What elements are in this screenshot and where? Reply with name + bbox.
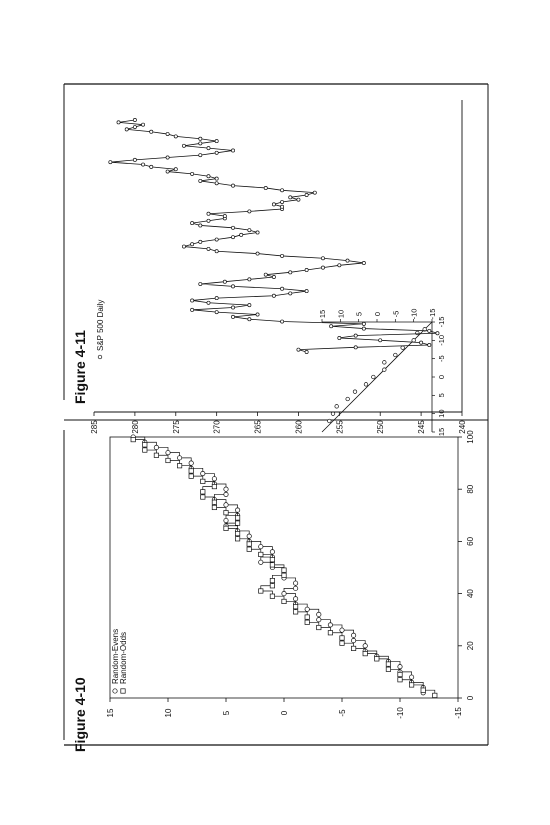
data-point bbox=[317, 625, 321, 629]
data-point bbox=[231, 315, 234, 318]
legend-label: S&P 500 Daily bbox=[96, 299, 105, 351]
data-point bbox=[207, 175, 210, 178]
data-point bbox=[280, 287, 283, 290]
data-point bbox=[215, 311, 218, 314]
data-point bbox=[235, 508, 239, 512]
data-point bbox=[338, 264, 341, 267]
data-point bbox=[270, 594, 274, 598]
data-point bbox=[293, 597, 297, 601]
data-point bbox=[428, 329, 431, 332]
data-point bbox=[340, 636, 344, 640]
data-point bbox=[297, 198, 300, 201]
inset-x-tick-label: -5 bbox=[437, 355, 446, 363]
data-point bbox=[207, 212, 210, 215]
legend-marker bbox=[98, 355, 102, 359]
inset-x-tick-label: 10 bbox=[437, 409, 446, 418]
data-point bbox=[379, 339, 382, 342]
data-point bbox=[293, 586, 297, 590]
y-tick-label: -5 bbox=[338, 709, 347, 717]
data-point bbox=[270, 557, 274, 561]
data-point bbox=[224, 503, 228, 507]
data-point bbox=[363, 644, 367, 648]
inset-point bbox=[383, 361, 387, 365]
data-point bbox=[224, 510, 228, 514]
data-point bbox=[248, 229, 251, 232]
y-tick-label: 0 bbox=[280, 710, 289, 716]
inset-y-tick-label: 15 bbox=[318, 309, 327, 319]
data-point bbox=[305, 615, 309, 619]
legend-marker bbox=[121, 689, 125, 693]
data-point bbox=[247, 542, 251, 546]
data-point bbox=[354, 346, 357, 349]
data-point bbox=[247, 534, 251, 538]
data-point bbox=[166, 170, 169, 173]
data-point bbox=[351, 633, 355, 637]
inset-y-tick-label: 5 bbox=[354, 311, 364, 317]
data-point bbox=[256, 252, 259, 255]
inset-y-tick-label: 10 bbox=[336, 309, 346, 319]
inset-point bbox=[335, 405, 339, 409]
data-point bbox=[189, 461, 193, 465]
data-point bbox=[207, 219, 210, 222]
y-tick-label: 5 bbox=[222, 710, 231, 716]
inset-point bbox=[346, 397, 350, 401]
data-point bbox=[133, 158, 136, 161]
data-point bbox=[201, 490, 205, 494]
data-point bbox=[235, 516, 239, 520]
inset-x-tick-label: 15 bbox=[437, 427, 446, 437]
data-point bbox=[191, 243, 194, 246]
data-point bbox=[421, 688, 425, 692]
inset-x-tick-label: -10 bbox=[437, 334, 446, 346]
data-point bbox=[207, 301, 210, 304]
data-point bbox=[259, 552, 263, 556]
data-point bbox=[386, 662, 390, 666]
data-point bbox=[313, 191, 316, 194]
y-tick-label: 255 bbox=[335, 420, 345, 434]
data-point bbox=[150, 130, 153, 133]
data-point bbox=[428, 343, 431, 346]
data-point bbox=[289, 292, 292, 295]
data-point bbox=[215, 182, 218, 185]
data-point bbox=[248, 318, 251, 321]
data-point bbox=[305, 607, 309, 611]
y-tick-label: -15 bbox=[454, 707, 463, 719]
data-point bbox=[166, 156, 169, 159]
data-point bbox=[282, 599, 286, 603]
data-point bbox=[224, 518, 228, 522]
data-point bbox=[154, 453, 158, 457]
x-tick-label: 20 bbox=[466, 641, 475, 651]
data-point bbox=[191, 222, 194, 225]
data-point bbox=[351, 646, 355, 650]
inset-y-tick-label: -10 bbox=[409, 308, 419, 320]
data-point bbox=[321, 257, 324, 260]
data-point bbox=[117, 121, 120, 124]
data-point bbox=[191, 299, 194, 302]
data-point bbox=[330, 325, 333, 328]
data-point bbox=[272, 203, 275, 206]
inset-y-tick-label: -15 bbox=[428, 308, 437, 320]
inset-point bbox=[328, 419, 332, 423]
data-point bbox=[189, 474, 193, 478]
data-point bbox=[201, 495, 205, 499]
data-point bbox=[235, 521, 239, 525]
data-point bbox=[317, 612, 321, 616]
data-point bbox=[199, 282, 202, 285]
figure-4-11-chart bbox=[90, 100, 467, 437]
y-tick-label: 265 bbox=[253, 420, 263, 434]
data-point bbox=[305, 193, 308, 196]
data-point bbox=[231, 149, 234, 152]
data-point bbox=[409, 675, 413, 679]
data-point bbox=[280, 189, 283, 192]
data-point bbox=[289, 196, 292, 199]
inset-point bbox=[401, 346, 405, 350]
data-point bbox=[272, 294, 275, 297]
data-point bbox=[280, 254, 283, 257]
legend-marker bbox=[113, 689, 117, 693]
inset-point bbox=[383, 368, 387, 372]
data-point bbox=[328, 631, 332, 635]
data-point bbox=[289, 271, 292, 274]
data-point bbox=[248, 304, 251, 307]
inset-x-tick-label: 0 bbox=[437, 374, 446, 380]
y-tick-label: -10 bbox=[396, 707, 405, 719]
data-point bbox=[338, 336, 341, 339]
data-point bbox=[436, 332, 439, 335]
data-point bbox=[201, 479, 205, 483]
data-point bbox=[235, 531, 239, 535]
data-point bbox=[223, 214, 226, 217]
y-tick-label: 260 bbox=[294, 420, 304, 434]
data-point bbox=[305, 268, 308, 271]
data-point bbox=[247, 547, 251, 551]
figure-4-11-title: Figure 4-11 bbox=[72, 330, 88, 404]
data-point bbox=[305, 350, 308, 353]
data-point bbox=[215, 151, 218, 154]
data-point bbox=[215, 177, 218, 180]
y-tick-label: 245 bbox=[417, 420, 427, 434]
data-point bbox=[297, 348, 300, 351]
y-tick-label: 280 bbox=[130, 420, 140, 434]
data-point bbox=[282, 591, 286, 595]
data-point bbox=[248, 210, 251, 213]
data-point bbox=[215, 250, 218, 253]
data-point bbox=[191, 308, 194, 311]
data-point bbox=[270, 550, 274, 554]
data-point bbox=[133, 125, 136, 128]
data-point bbox=[177, 456, 181, 460]
data-point bbox=[199, 224, 202, 227]
data-point bbox=[264, 186, 267, 189]
data-point bbox=[199, 240, 202, 243]
data-point bbox=[212, 500, 216, 504]
series-line bbox=[110, 120, 437, 352]
data-point bbox=[280, 205, 283, 208]
data-point bbox=[131, 437, 135, 441]
data-point bbox=[293, 610, 297, 614]
data-point bbox=[256, 313, 259, 316]
data-point bbox=[133, 118, 136, 121]
data-point bbox=[398, 672, 402, 676]
data-point bbox=[166, 450, 170, 454]
inset-point bbox=[412, 339, 416, 343]
data-point bbox=[270, 578, 274, 582]
data-point bbox=[340, 641, 344, 645]
data-point bbox=[166, 132, 169, 135]
y-tick-label: 240 bbox=[458, 420, 467, 434]
data-point bbox=[231, 226, 234, 229]
x-tick-label: 60 bbox=[466, 536, 475, 546]
data-point bbox=[191, 172, 194, 175]
data-point bbox=[362, 327, 365, 330]
data-point bbox=[212, 484, 216, 488]
inset-y-tick-label: -5 bbox=[391, 310, 401, 318]
data-point bbox=[321, 266, 324, 269]
data-point bbox=[398, 664, 402, 668]
y-tick-label: 10 bbox=[164, 708, 173, 718]
data-point bbox=[386, 667, 390, 671]
data-point bbox=[259, 560, 263, 564]
data-point bbox=[224, 492, 228, 496]
data-point bbox=[150, 165, 153, 168]
data-point bbox=[259, 589, 263, 593]
data-point bbox=[199, 179, 202, 182]
figure-4-10-title: Figure 4-10 bbox=[72, 677, 88, 752]
y-tick-label: 250 bbox=[376, 420, 386, 434]
data-point bbox=[189, 469, 193, 473]
data-point bbox=[305, 289, 308, 292]
data-point bbox=[317, 618, 321, 622]
data-point bbox=[215, 297, 218, 300]
data-point bbox=[201, 471, 205, 475]
data-point bbox=[259, 544, 263, 548]
data-point bbox=[420, 341, 423, 344]
data-point bbox=[363, 651, 367, 655]
x-tick-label: 0 bbox=[466, 695, 475, 701]
y-tick-label: 15 bbox=[106, 708, 115, 718]
data-point bbox=[240, 233, 243, 236]
inset-point bbox=[364, 383, 368, 387]
data-point bbox=[280, 200, 283, 203]
data-point bbox=[328, 623, 332, 627]
figure-4-10-inset bbox=[318, 309, 446, 437]
data-point bbox=[346, 259, 349, 262]
data-point bbox=[351, 638, 355, 642]
data-point bbox=[340, 628, 344, 632]
data-point bbox=[264, 273, 267, 276]
x-tick-label: 40 bbox=[466, 589, 475, 599]
data-point bbox=[362, 322, 365, 325]
y-tick-label: 285 bbox=[90, 420, 99, 434]
data-point bbox=[293, 581, 297, 585]
y-tick-label: 275 bbox=[171, 420, 181, 434]
legend-label: Random-Odds bbox=[119, 631, 128, 684]
data-point bbox=[224, 526, 228, 530]
inset-x-tick-label: 5 bbox=[437, 393, 446, 398]
x-tick-label: 80 bbox=[466, 484, 475, 494]
series-line-1 bbox=[133, 440, 435, 696]
data-point bbox=[224, 487, 228, 491]
data-point bbox=[141, 163, 144, 166]
inset-point bbox=[372, 375, 376, 379]
data-point bbox=[141, 123, 144, 126]
data-point bbox=[199, 154, 202, 157]
inset-point bbox=[394, 353, 398, 357]
inset-point bbox=[353, 390, 357, 394]
data-point bbox=[272, 275, 275, 278]
data-point bbox=[109, 161, 112, 164]
data-point bbox=[174, 135, 177, 138]
data-point bbox=[354, 334, 357, 337]
data-point bbox=[280, 320, 283, 323]
data-point bbox=[409, 683, 413, 687]
data-point bbox=[215, 139, 218, 142]
data-point bbox=[362, 261, 365, 264]
data-point bbox=[154, 445, 158, 449]
data-point bbox=[305, 620, 309, 624]
legend-label: Random-Evens bbox=[111, 628, 120, 684]
data-point bbox=[282, 568, 286, 572]
x-tick-label: 100 bbox=[466, 430, 475, 444]
data-point bbox=[248, 278, 251, 281]
data-point bbox=[166, 458, 170, 462]
data-point bbox=[282, 573, 286, 577]
data-point bbox=[125, 128, 128, 131]
data-point bbox=[231, 236, 234, 239]
data-point bbox=[143, 448, 147, 452]
data-point bbox=[177, 464, 181, 468]
data-point bbox=[199, 142, 202, 145]
data-point bbox=[270, 584, 274, 588]
data-point bbox=[231, 184, 234, 187]
data-point bbox=[398, 678, 402, 682]
data-point bbox=[235, 537, 239, 541]
data-point bbox=[256, 231, 259, 234]
data-point bbox=[375, 657, 379, 661]
data-point bbox=[270, 563, 274, 567]
data-point bbox=[215, 238, 218, 241]
data-point bbox=[199, 137, 202, 140]
data-point bbox=[212, 505, 216, 509]
data-point bbox=[174, 168, 177, 171]
data-point bbox=[207, 247, 210, 250]
data-point bbox=[433, 693, 437, 697]
data-point bbox=[231, 285, 234, 288]
data-point bbox=[207, 147, 210, 150]
y-tick-label: 270 bbox=[212, 420, 222, 434]
data-point bbox=[182, 144, 185, 147]
inset-x-tick-label: -15 bbox=[437, 316, 446, 328]
data-point bbox=[231, 306, 234, 309]
data-point bbox=[212, 477, 216, 481]
data-point bbox=[143, 443, 147, 447]
data-point bbox=[223, 280, 226, 283]
data-point bbox=[293, 604, 297, 608]
inset-y-tick-label: 0 bbox=[373, 311, 382, 317]
data-point bbox=[182, 245, 185, 248]
